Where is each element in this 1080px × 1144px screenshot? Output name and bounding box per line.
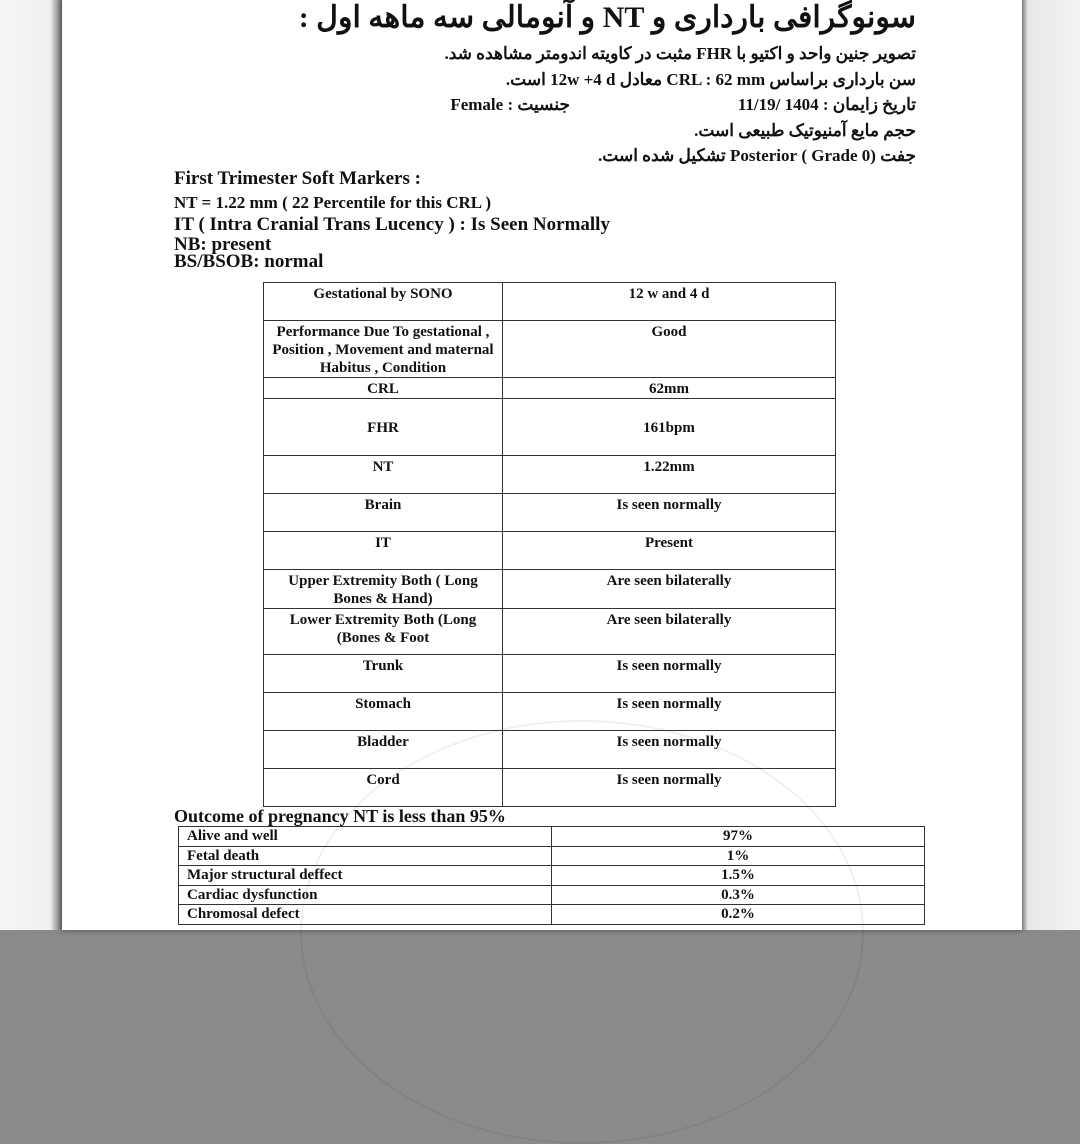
outcome-heading: Outcome of pregnancy NT is less than 95% [174,806,506,826]
table-row [264,378,836,399]
row-value: 1% [552,846,925,866]
table-row [179,905,925,925]
row-label: Trunk [264,655,503,693]
table-row [264,456,836,494]
table-row [264,399,836,456]
row-label: Brain [264,494,503,532]
table-row [264,655,836,693]
table-row [264,321,836,378]
row-label: Fetal death [179,846,552,866]
anomaly-table [263,282,836,807]
table-row [179,827,925,847]
row-label: Gestational by SONO [264,283,503,321]
row-value: 1.5% [552,866,925,886]
row-label: Major structural deffect [179,866,552,886]
table-row [264,494,836,532]
table-row [264,283,836,321]
row-label: Cord [264,769,503,807]
row-label: Alive and well [179,827,552,847]
table-row [264,769,836,807]
row-label: IT [264,532,503,570]
table-row [179,885,925,905]
row-value: 12 w and 4 d [503,283,836,321]
row-label: Bladder [264,731,503,769]
row-value: Good [503,321,836,378]
row-value: 161bpm [503,399,836,456]
row-label: Upper Extremity Both ( Long Bones & Hand) [264,570,503,609]
row-label: Stomach [264,693,503,731]
outcome-table [178,826,925,925]
table-row [264,609,836,655]
row-value: 62mm [503,378,836,399]
table-row [264,532,836,570]
row-value: Is seen normally [503,655,836,693]
row-value: Is seen normally [503,494,836,532]
placenta-line: جفت (Grade 0 ) Posterior تشکیل شده است. [598,146,916,165]
row-label: Performance Due To gestational , Position , Movement and maternal Habitus , Condition [264,321,503,378]
row-value: 97% [552,827,925,847]
gestational-age-line: سن بارداری براساس CRL : 62 mm معادل 12w +4 d است. [505,70,916,89]
row-value: 0.2% [552,905,925,925]
row-value: Is seen normally [503,769,836,807]
soft-markers-heading: First Trimester Soft Markers : [174,168,421,189]
row-value: 0.3% [552,885,925,905]
viewer-scrollbar-area[interactable] [1022,0,1080,930]
nt-measurement: NT = 1.22 mm ( 22 Percentile for this CRL ) [174,193,492,212]
row-label: Lower Extremity Both (Long (Bones & Foot [264,609,503,655]
it-line: IT ( Intra Cranial Trans Lucency ) : Is Seen Normally [174,214,610,235]
row-label: FHR [264,399,503,456]
due-date: تاریخ زایمان : 1404 /11/19 [737,95,916,114]
table-row [179,846,925,866]
gender: جنسیت : Female [450,95,570,114]
row-value: Present [503,532,836,570]
row-label: Chromosal defect [179,905,552,925]
row-value: Is seen normally [503,693,836,731]
row-value: Is seen normally [503,731,836,769]
table-row [264,570,836,609]
table-row [179,866,925,886]
table-row [264,693,836,731]
viewer-left-margin [0,0,62,930]
table-row [264,731,836,769]
fetus-description: تصویر جنین واحد و اکتیو با FHR مثبت در کاویته اندومتر مشاهده شد. [444,44,916,63]
amniotic-fluid-line: حجم مایع آمنیوتیک طبیعی است. [694,121,916,140]
row-label: CRL [264,378,503,399]
report-title: سونوگرافی بارداری و NT و آنومالی سه ماهه اول : [298,1,916,34]
row-label: Cardiac dysfunction [179,885,552,905]
row-value: Are seen bilaterally [503,609,836,655]
nb-line: NB: present [174,234,272,255]
row-value: 1.22mm [503,456,836,494]
row-value: Are seen bilaterally [503,570,836,609]
bs-line: BS/BSOB: normal [174,251,324,272]
row-label: NT [264,456,503,494]
